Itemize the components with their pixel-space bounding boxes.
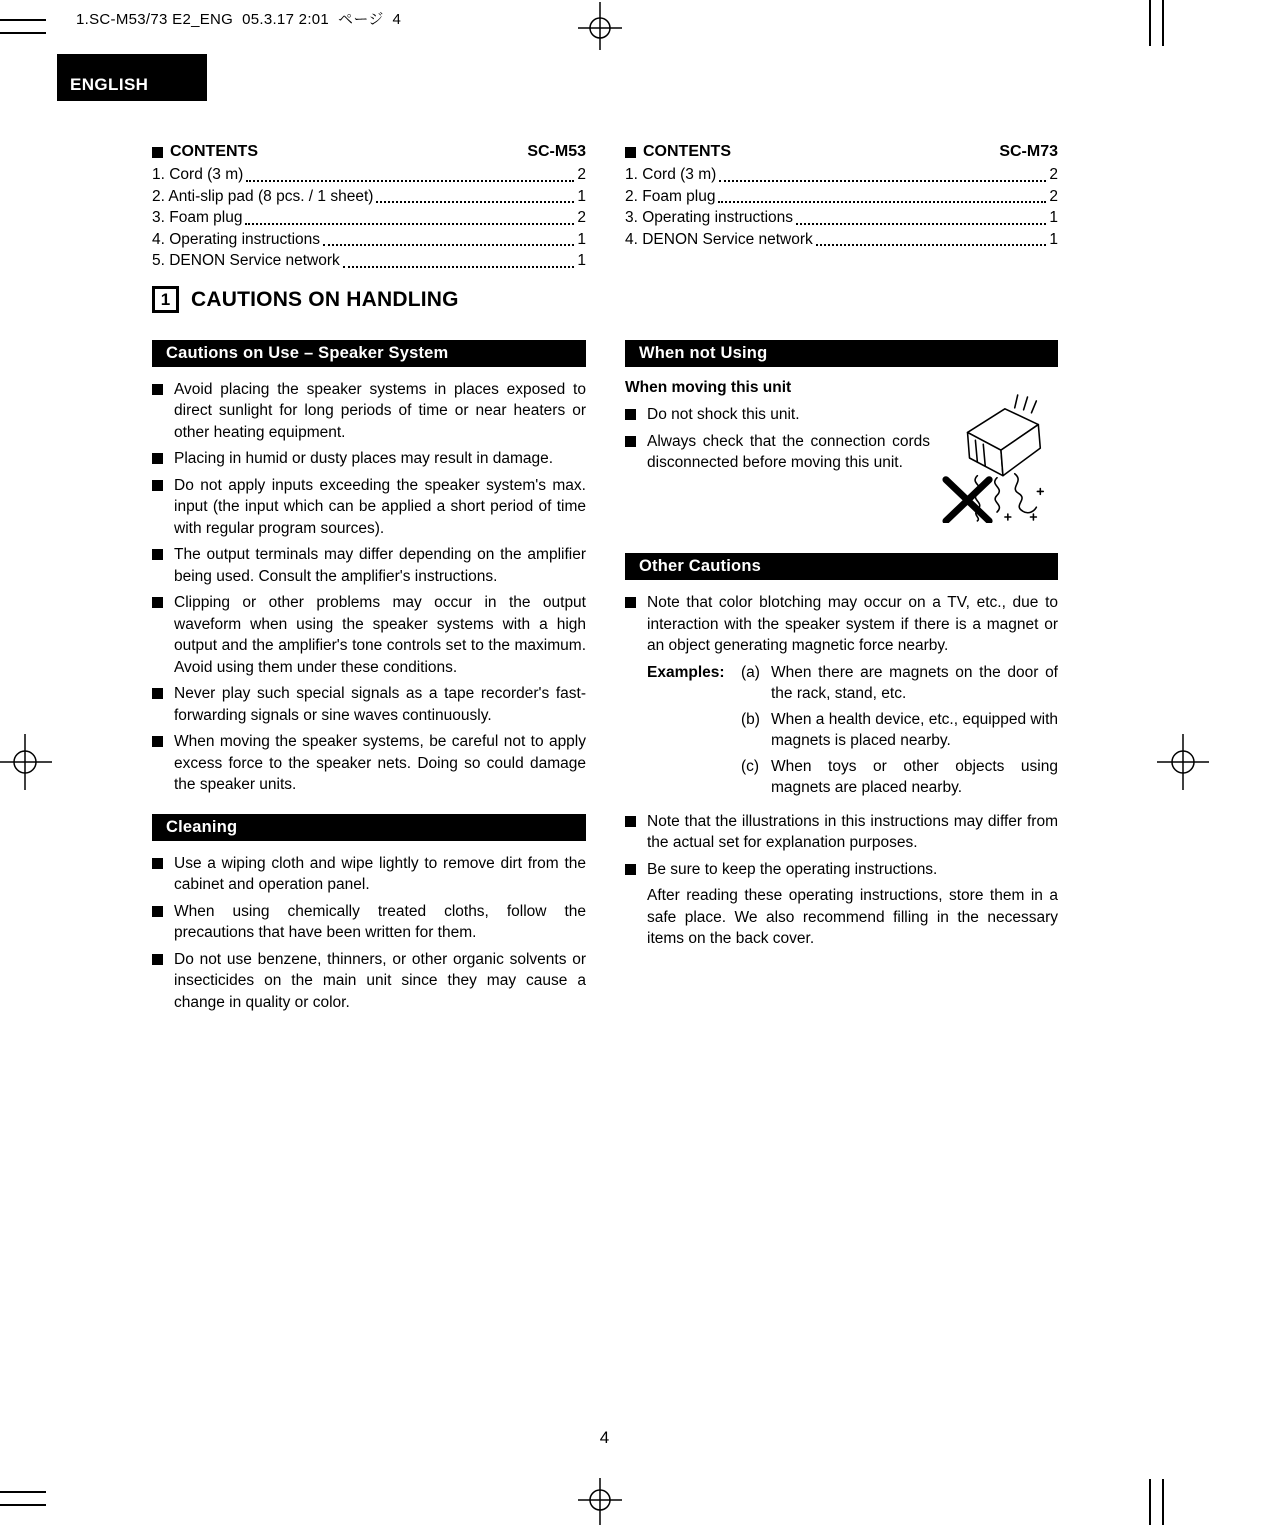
toc-right-list [625,164,1058,250]
cleaning-bullet [152,949,586,1014]
other-cautions-bullets [625,592,1058,950]
bullet-square-icon [625,147,636,158]
example-text: When there are magnets on the door of the rack, stand, etc. [771,663,1058,702]
toc-item-page: 2 [577,209,586,226]
example-text: When a health device, etc., equipped with magnets is placed nearby. [771,710,1058,749]
crop-mark-bottom-left-1 [0,1491,46,1493]
toc-item-page: 1 [577,252,586,269]
toc-right-model: SC-M73 [999,143,1058,160]
bullet-square-icon [152,954,163,965]
toc-item-label: 3. Operating instructions [625,209,794,226]
toc-dotted-leader [246,180,574,182]
left-column [152,140,586,1018]
other-caution-paragraph: After reading these operating instructions, store them in a safe place. We also recommend filling in the necessary items on the back cover. [647,887,1058,947]
toc-item [152,229,586,251]
toc-left-model: SC-M53 [527,143,586,160]
other-caution-bullet [625,592,1058,657]
language-tab [57,54,207,101]
crop-mark-top-right-1 [1149,0,1151,46]
crop-mark-bottom-right-1 [1149,1479,1151,1525]
cautions-on-use-bullets [152,379,586,796]
toc-dotted-leader [816,244,1047,246]
toc-item-page: 2 [1049,187,1058,205]
toc-item [152,186,586,208]
other-caution-bullet [625,811,1058,854]
heading-when-not-using: When not Using [625,340,1058,367]
when-not-using-bullet [625,431,930,474]
section-title: CAUTIONS ON HANDLING [191,287,459,311]
example-item [741,662,1058,705]
caution-bullet-text: When moving the speaker systems, be careful not to apply excess force to the speaker nets. Doing so could damage the speaker units. [174,733,586,793]
cleaning-bullet-text: Use a wiping cloth and wipe lightly to remove dirt from the cabinet and operation panel. [174,854,586,893]
right-column [625,140,1058,950]
toc-dotted-leader [245,223,574,225]
print-file-header: 1.SC-M53/73 E2_ENG 05.3.17 2:01 ページ 4 [76,11,402,28]
toc-item [625,186,1058,208]
other-caution-bullet-text: Note that the illustrations in this instructions may differ from the actual set for explanation purposes. [647,812,1058,851]
caution-bullet-text: The output terminals may differ depending on the amplifier being used. Consult the amplifier's instructions. [174,546,586,585]
toc-left-title-label: CONTENTS [170,143,258,160]
toc-left-header [152,140,586,164]
register-mark-top-center [578,2,622,50]
example-tag: (c) [741,757,760,775]
toc-item-page: 2 [577,166,586,183]
toc-dotted-leader [719,180,1046,182]
toc-dotted-leader [796,223,1046,225]
toc-item-label: 5. DENON Service network [152,252,340,269]
caution-bullet [152,448,586,470]
caution-bullet [152,683,586,726]
bullet-square-icon [152,906,163,917]
section-number-box: 1 [152,286,179,313]
toc-dotted-leader [718,201,1046,203]
crop-mark-bottom-left-2 [0,1504,46,1506]
register-mark-left-middle [0,734,52,790]
when-not-using-bullet [625,404,930,426]
bullet-square-icon [625,816,636,827]
examples-block [647,662,1058,803]
bullet-square-icon [152,549,163,560]
bullet-square-icon [625,597,636,608]
example-item [741,709,1058,752]
heading-cleaning: Cleaning [152,814,586,841]
bullet-square-icon [625,864,636,875]
caution-bullet [152,379,586,444]
caution-bullet-text: Placing in humid or dusty places may result in damage. [174,450,554,467]
cleaning-bullets [152,853,586,1014]
when-not-using-bullet-text: Always check that the connection cords disconnected before moving this unit. [647,432,930,471]
bullet-square-icon [152,453,163,464]
toc-item-label: 1. Cord (3 m) [625,166,717,183]
when-not-using-bullet-text: Do not shock this unit. [647,406,800,423]
toc-item-label: 2. Foam plug [625,187,716,205]
other-caution-bullet [625,859,1058,881]
toc-item-page: 1 [1049,209,1058,226]
caution-bullet-text: Avoid placing the speaker systems in places exposed to direct sunlight for long periods of time or near heaters or other heating equipment. [174,380,586,441]
example-text: When toys or other objects using magnets are placed nearby. [771,757,1058,796]
cleaning-bullet [152,853,586,896]
bullet-square-icon [152,147,163,158]
toc-item-page: 1 [1049,230,1058,248]
bullet-square-icon [152,480,163,491]
caution-bullet [152,544,586,587]
caution-bullet [152,475,586,540]
bullet-square-icon [625,409,636,420]
example-tag: (a) [741,663,760,681]
cleaning-bullet [152,901,586,944]
crop-mark-top-left-2 [0,32,46,34]
toc-right-header [625,140,1058,164]
section-heading [152,285,586,315]
examples-items [741,662,1058,803]
bullet-square-icon [152,858,163,869]
caution-bullet [152,731,586,796]
other-caution-bullet-text: Be sure to keep the operating instructions. [647,860,938,878]
cleaning-bullet-text: When using chemically treated cloths, follow the precautions that have been written for them. [174,902,586,941]
example-tag: (b) [741,710,760,728]
toc-item [152,164,586,186]
bullet-square-icon [152,736,163,747]
crop-mark-bottom-right-2 [1162,1479,1164,1525]
examples-label: Examples: [647,663,725,681]
toc-item [625,229,1058,251]
when-moving-subheading: When moving this unit [625,379,792,396]
toc-left-title [152,143,258,161]
bullet-square-icon [152,688,163,699]
register-mark-right-middle [1157,734,1209,790]
toc-item-label: 3. Foam plug [152,209,243,226]
heading-cautions-on-use: Cautions on Use – Speaker System [152,340,586,367]
toc-right-title [625,143,731,161]
bullet-square-icon [152,597,163,608]
page-number: 4 [599,1428,610,1447]
toc-item [625,164,1058,186]
toc-left-list [152,164,586,272]
caution-bullet-text: Do not apply inputs exceeding the speaker system's max. input (the input which can be applied a short period of time with regular program sources). [174,476,586,537]
caution-bullet [152,592,586,678]
toc-item-label: 2. Anti-slip pad (8 pcs. / 1 sheet) [152,187,374,205]
when-not-using-body [625,379,1058,541]
do-not-move-with-cords-icon [940,393,1058,523]
example-item [741,756,1058,799]
toc-item [625,207,1058,229]
toc-item-label: 4. DENON Service network [625,230,813,248]
cleaning-bullet-text: Do not use benzene, thinners, or other organic solvents or insecticides on the main unit since they may cause a change in quality or color. [174,950,586,1011]
toc-item-label: 1. Cord (3 m) [152,166,244,183]
toc-dotted-leader [323,244,574,246]
caution-bullet-text: Never play such special signals as a tape recorder's fast-forwarding signals or sine waves continuously. [174,685,586,724]
crop-mark-top-right-2 [1162,0,1164,46]
heading-other-cautions: Other Cautions [625,553,1058,580]
other-caution-bullet-text: Note that color blotching may occur on a TV, etc., due to interaction with the speaker system if there is a magnet or an object generating magnetic force nearby. [647,594,1058,654]
register-mark-bottom-center [578,1478,622,1525]
toc-item-page: 1 [577,230,586,248]
bullet-square-icon [625,436,636,447]
toc-item [152,250,586,272]
toc-right-title-label: CONTENTS [643,143,731,160]
language-tab-label: ENGLISH [70,75,149,94]
caution-bullet-text: Clipping or other problems may occur in the output waveform when using the speaker systems with a high output and the amplifier's tone controls set to the maximum. Avoid using them under these conditions. [174,594,586,676]
toc-item-label: 4. Operating instructions [152,230,321,248]
toc-dotted-leader [376,201,574,203]
bullet-square-icon [152,384,163,395]
toc-item [152,207,586,229]
toc-dotted-leader [343,266,575,268]
toc-item-page: 2 [1049,166,1058,183]
toc-item-page: 1 [577,187,586,205]
crop-mark-top-left-1 [0,19,46,21]
